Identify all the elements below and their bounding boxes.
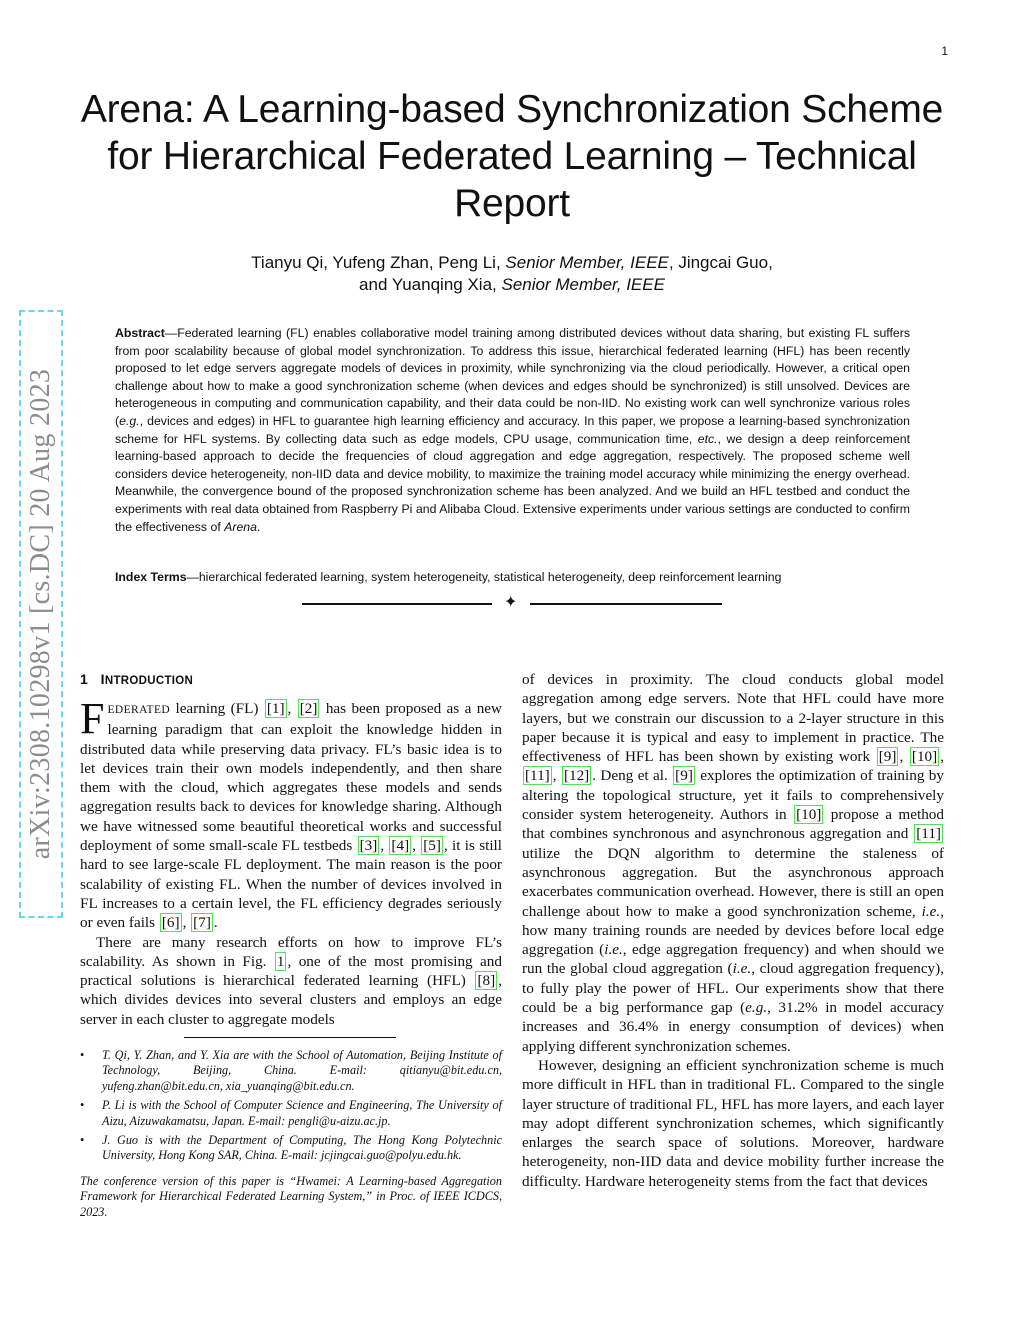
text-run: , [940, 748, 944, 766]
smallcaps-word: EDERATED [107, 704, 171, 716]
abstract-etc: etc. [697, 431, 718, 446]
footnote [80, 1098, 502, 1129]
text-run: , edge aggregation frequency) and when should we run the global cloud aggregation ( [522, 941, 944, 978]
text-run: explores the optimization of training by altering the topological structure, yet it fails to comprehensively consider system heterogeneity. Authors in [522, 767, 944, 824]
text-run: , [412, 837, 421, 855]
abstract [115, 325, 910, 536]
text-run: , [182, 914, 191, 932]
text-run: learning (FL) [170, 700, 264, 717]
abstract-text-2: , devices and edges) in HFL to guarantee high learning efficiency and accuracy. In this paper, we propose a learning-based synchronization scheme for HFL systems. By collecting data such as edge models, CPU usage, communication time, [115, 413, 910, 446]
latin-abbrev: e.g. [745, 999, 768, 1017]
citation-link[interactable]: [7] [193, 914, 211, 932]
citation-link[interactable]: [9] [878, 748, 897, 766]
section-number: 1 [80, 671, 89, 687]
text-run: , cloud aggregation frequency), to fully play the power of HFL. Our experiments show that there could be a big performance gap ( [522, 960, 945, 1017]
section-title-initial: I [100, 671, 105, 687]
arxiv-identifier-text: arXiv:2308.10298v1 [cs.DC] 20 Aug 2023 [25, 368, 56, 860]
citation-link[interactable]: [12] [563, 767, 590, 785]
citation-link[interactable]: [6] [161, 914, 180, 932]
latin-abbrev: i.e. [732, 960, 752, 978]
abstract-end: . [256, 519, 261, 534]
paper-title: Arena: A Learning-based Synchronization Scheme for Hierarchical Federated Learning – Technical Report [80, 88, 944, 225]
bullet-icon: • [80, 1133, 85, 1148]
author-list [80, 252, 944, 296]
citation-link[interactable]: [10] [796, 806, 822, 824]
index-terms [115, 569, 910, 586]
author-role-2: Senior Member, IEEE [501, 275, 665, 294]
conference-note: The conference version of this paper is “Hwamei: A Learning-based Aggregation Framework for Hierarchical Federated Learning System,” in Proc. of IEEE ICDCS, 2023. [80, 1173, 502, 1219]
text-run: , [380, 837, 389, 855]
abstract-text-3: , we design a deep reinforcement learning-based approach to decide the frequencies of cloud aggregation and edge aggregation, respectively. The proposed scheme well considers device heterogeneity, non-IID data and device mobility, to maximize the training model accuracy while minimizing the energy overhead. Meanwhile, the convergence bound of the proposed synchronization scheme has been analyzed. And we build an HFL testbed and conduct the experiments with real data obtained from Raspberry Pi and Alibaba Cloud. Extensive experiments under various settings are conducted to confirm the effectiveness of [115, 431, 910, 534]
citation-link[interactable]: [5] [423, 837, 441, 855]
latin-abbrev: i.e. [604, 941, 623, 959]
author-role-1: Senior Member, IEEE [505, 253, 669, 272]
citation-link[interactable]: [1] [266, 700, 285, 717]
section-separator [302, 594, 722, 614]
footnote [80, 1133, 502, 1164]
text-run: , one of the most promising and practical solutions is hierarchical federated learning (HFL) [80, 952, 502, 990]
text-run: , [552, 767, 561, 785]
text-run: , [899, 748, 909, 766]
right-column [522, 670, 944, 1191]
citation-link[interactable]: [11] [916, 825, 941, 843]
section-title-rest: NTRODUCTION [104, 675, 194, 687]
footnote [80, 1048, 502, 1094]
abstract-label: Abstract [115, 326, 165, 340]
citation-link[interactable]: [8] [477, 972, 496, 990]
footnote-rule [184, 1037, 396, 1038]
text-run: , which divides devices into several clusters and employs an edge server in each cluster to aggregate models [80, 972, 502, 1028]
drop-cap: F [80, 694, 105, 743]
footnote-text: J. Guo is with the Department of Computing, The Hong Kong Polytechnic University, Hong Kong SAR, China. E-mail: jcjingcai.guo@polyu.edu.hk. [102, 1133, 502, 1163]
text-run: , [287, 700, 297, 717]
figure-link[interactable]: 1 [276, 952, 285, 970]
intro-paragraph-2 [80, 933, 502, 1029]
text-run: , how many training rounds are needed by devices before local edge aggregation ( [522, 902, 944, 959]
separator-diamond-icon: ✦ [504, 594, 518, 611]
text-run: . Deng et al. [592, 767, 673, 785]
citation-link[interactable]: [2] [299, 700, 318, 717]
author-names-2: , Jingcai Guo, [668, 253, 773, 272]
index-terms-label: Index Terms [115, 570, 187, 584]
text-run: of devices in proximity. The cloud conducts global model aggregation among edge servers. Note that HFL could have more layers, but we constrain our discussion to a 2-layer structure in this paper because it is typical and easy to implement in practice. The effectiveness of HFL has been shown by existing work [522, 671, 944, 766]
footnote-text: P. Li is with the School of Computer Science and Engineering, The University of Aizu, Aizuwakamatsu, Japan. E-mail: pengli@u-aizu.ac.jp. [102, 1098, 502, 1128]
abstract-eg: e.g. [119, 413, 140, 428]
author-line-2 [80, 274, 944, 296]
abstract-arena: Arena [224, 519, 257, 534]
separator-line-right [530, 603, 722, 605]
author-names-1: Tianyu Qi, Yufeng Zhan, Peng Li, [251, 253, 501, 272]
citation-link[interactable]: [11] [525, 767, 550, 785]
citation-link[interactable]: [4] [391, 837, 410, 855]
left-column [80, 669, 502, 1220]
page-number: 1 [941, 44, 948, 58]
index-terms-text: —hierarchical federated learning, system heterogeneity, statistical heterogeneity, deep reinforcement learning [186, 570, 782, 584]
footnote-text: T. Qi, Y. Zhan, and Y. Xia are with the School of Automation, Beijing Institute of Technology, Beijing, China. E-mail: qitianyu@bit.edu.cn, yufeng.zhan@bit.edu.cn, xia_yuanqing@bit.edu.cn. [102, 1048, 502, 1093]
author-names-3: and Yuanqing Xia, [359, 275, 497, 294]
separator-line-left [302, 603, 492, 605]
citation-link[interactable]: [10] [911, 748, 938, 766]
arxiv-identifier-stamp [19, 310, 63, 918]
intro-paragraph-3 [522, 670, 944, 1056]
intro-paragraph-4: However, designing an efficient synchronization scheme is much more difficult in HFL than in traditional FL. Compared to the single layer structure of traditional FL, HFL has more layers, and each layer may adopt different synchronization schemes, which significantly enlarges the search space of solutions. Moreover, hardware heterogeneity, non-IID data and device mobility further increase the difficulty. Hardware heterogeneity stems from the fact that devices [522, 1056, 944, 1190]
text-run: There are many research efforts on how to improve FL’s scalability. As shown in Fig. [80, 933, 502, 970]
text-run: propose a method that combines synchronous and asynchronous aggregation and [522, 806, 944, 843]
latin-abbrev: i.e. [921, 902, 941, 920]
bullet-icon: • [80, 1048, 85, 1063]
citation-link[interactable]: [9] [675, 767, 693, 785]
text-run: has been proposed as a new learning paradigm that can exploit the knowledge hidden in distributed data while preserving data privacy. FL’s basic idea is to let devices train their own models independently, and then share them with the cloud, which aggregates these models and sends aggregation results back to devices for knowledge sharing. Although we have witnessed some beautiful theoretical works and successful deployment of some small-scale FL testbeds [80, 700, 502, 855]
author-line-1 [80, 252, 944, 274]
abstract-text-1: —Federated learning (FL) enables collaborative model training among distributed devices without data sharing, but existing FL suffers from poor scalability because of global model synchronization. To address this issue, hierarchical federated learning (HFL) has been recently proposed to let edge servers aggregate models of devices in proximity, while synchronizing via the cloud periodically. However, a critical open challenge about how to make a good synchronization scheme (when devices and edges should be synchronized) is still unsolved. Devices are heterogeneous in computing and communication capability, and their data could be non-IID. No existing work can well synchronize various roles ( [115, 326, 910, 428]
text-run: utilize the DQN algorithm to determine the staleness of asynchronous aggregation. But the asynchronous approach exacerbates communication overhead. However, there is still an open challenge about how to make a good synchronization scheme, [522, 844, 944, 920]
text-run: , it is still hard to see large-scale FL deployment. The main reason is the poor scalability of existing FL. When the number of devices involved in FL increases to a certain level, the FL efficiency degrades seriously or even fails [80, 837, 502, 932]
text-run: , 31.2% in model accuracy increases and 36.4% in energy consumption of devices) when applying different synchronization schemes. [522, 999, 944, 1055]
bullet-icon: • [80, 1098, 85, 1113]
citation-link[interactable]: [3] [359, 837, 378, 855]
intro-paragraph-1 [80, 694, 502, 933]
footnotes [80, 1048, 502, 1164]
text-run: . [213, 914, 218, 932]
section-heading [80, 669, 502, 691]
